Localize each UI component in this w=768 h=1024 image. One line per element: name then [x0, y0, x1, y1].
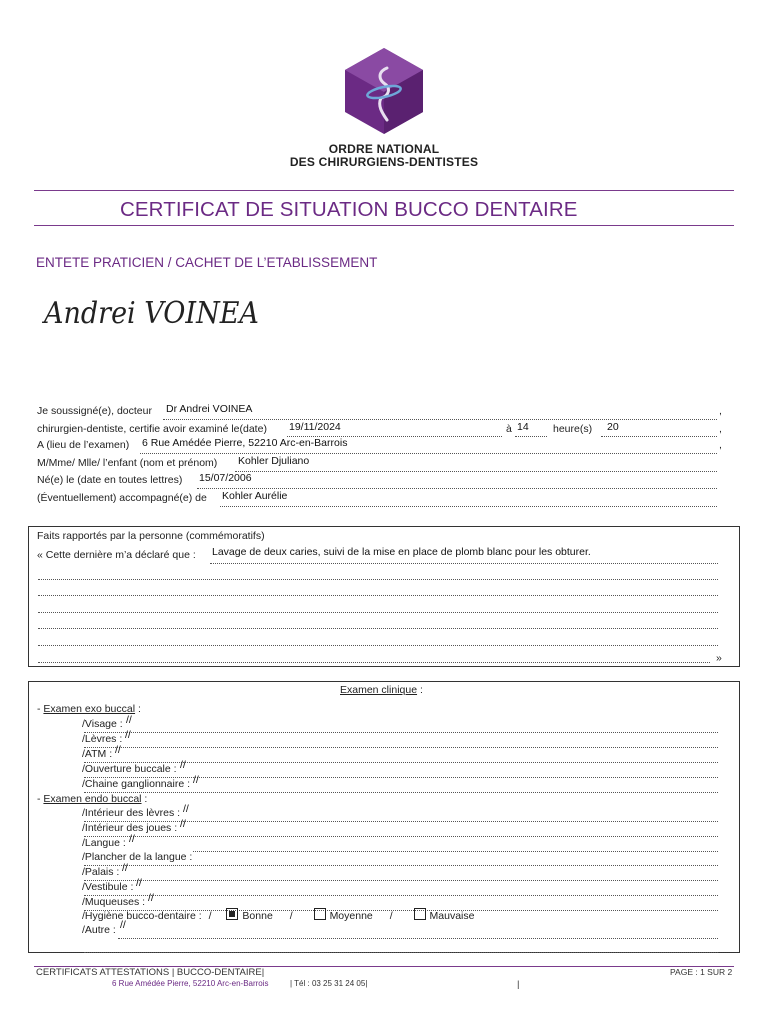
birth-line — [37, 474, 182, 488]
exo-item-dots — [84, 736, 718, 748]
logo-line-2: DES CHIRURGIENS-DENTISTES — [289, 155, 479, 169]
date-line — [37, 423, 267, 437]
hygiene-mauvaise-label: Mauvaise — [429, 910, 475, 922]
endo-item-value: // — [180, 817, 186, 830]
endo-item-label: /Intérieur des lèvres : — [82, 807, 181, 819]
facts-close-quote: » — [716, 652, 722, 664]
doctor-value: Dr Andrei VOINEA — [166, 403, 253, 415]
endo-item-value: // — [148, 891, 154, 904]
endo-item-label: /Langue : — [82, 836, 126, 849]
exo-item-label: /Visage : — [82, 718, 123, 730]
exo-prefix: - — [37, 703, 44, 715]
exo-item-label: /ATM : — [82, 748, 113, 760]
companion-dots — [220, 495, 717, 507]
birth-label: Né(e) le (date en toutes lettres) — [37, 474, 183, 486]
endo-item-label: /Intérieur des joues : — [82, 821, 178, 834]
hygiene-moyenne-label: Moyenne — [329, 910, 373, 922]
patient-line — [37, 457, 217, 471]
hygiene-separator-3: / — [389, 910, 393, 922]
hygiene-mauvaise-checkbox[interactable] — [414, 908, 426, 920]
hygiene-moyenne-checkbox[interactable] — [314, 908, 326, 920]
date-value: 19/11/2024 — [289, 421, 341, 433]
footer-left: CERTIFICATS ATTESTATIONS | BUCCO-DENTAIRE| — [36, 967, 265, 978]
document-title: CERTIFICAT DE SITUATION BUCCO DENTAIRE — [120, 198, 578, 221]
other-dots-2 — [84, 941, 718, 953]
facts-quote-value: Lavage de deux caries, suivi de la mise en place de plomb blanc pour les obturer. — [212, 546, 591, 558]
date-label: chirurgien-dentiste, certifie avoir examiné le(date) — [37, 423, 267, 435]
logo-line-1: ORDRE NATIONAL — [328, 142, 440, 156]
place-value: 6 Rue Amédée Pierre, 52210 Arc-en-Barrois — [142, 437, 348, 449]
hygiene-separator-2: / — [289, 910, 293, 922]
endo-item-dots — [84, 869, 718, 881]
exo-label: Examen exo buccal — [43, 703, 136, 715]
hygiene-separator-1: / — [208, 910, 212, 922]
hygiene-bonne-label: Bonne — [242, 910, 273, 922]
facts-dots-5 — [38, 617, 718, 629]
hours-label: heure(s) — [553, 423, 593, 435]
endo-prefix: - — [37, 793, 44, 805]
other-label: /Autre : — [82, 924, 116, 936]
patient-label: M/Mme/ Mlle/ l’enfant (nom et prénom) — [37, 457, 218, 469]
exo-item-label: /Chaine ganglionnaire : — [82, 778, 190, 790]
endo-colon: : — [144, 793, 148, 805]
endo-item-dots — [84, 884, 718, 896]
endo-item-value: // — [122, 862, 128, 875]
footer-address: 6 Rue Amédée Pierre, 52210 Arc-en-Barrois — [112, 979, 269, 988]
companion-value: Kohler Aurélie — [222, 490, 288, 502]
date-comma: , — [719, 423, 722, 435]
at-label: à — [506, 423, 512, 435]
other-dots — [118, 927, 718, 939]
exo-item-value: // — [180, 759, 186, 771]
facts-heading: Faits rapportés par la personne (commémoratifs) — [37, 530, 265, 542]
companion-label: (Éventuellement) accompagné(e) de — [37, 492, 207, 504]
minute-value: 20 — [607, 421, 619, 433]
exo-item-value: // — [125, 729, 131, 741]
place-line — [37, 439, 129, 453]
exo-item-label: /Lèvres : — [82, 733, 123, 745]
hygiene-row — [82, 908, 474, 922]
patient-value: Kohler Djuliano — [238, 455, 310, 467]
facts-dots-6 — [38, 634, 718, 646]
title-rule-top — [34, 190, 734, 191]
exo-item-value: // — [126, 714, 132, 726]
endo-item-value: // — [183, 803, 189, 815]
endo-item-label: /Muqueuses : — [82, 895, 146, 908]
facts-quote-label: « Cette dernière m’a déclaré que : — [37, 549, 196, 561]
facts-dots-7 — [38, 651, 710, 663]
hour-value: 14 — [517, 421, 529, 433]
endo-label: Examen endo buccal — [43, 793, 142, 805]
endo-item-value: // — [136, 877, 142, 889]
facts-dots-3 — [38, 584, 718, 596]
hygiene-bonne-checkbox[interactable] — [226, 908, 238, 920]
footer-page: PAGE : 1 SUR 2 — [670, 967, 733, 977]
other-value: // — [120, 919, 126, 931]
birth-dots — [197, 477, 717, 489]
exo-item-label: /Ouverture buccale : — [82, 763, 177, 775]
endo-item-label: /Plancher de la langue : — [82, 851, 193, 864]
exo-item-dots — [84, 721, 718, 733]
practitioner-signature: Andrei VOINEA — [44, 296, 259, 331]
practitioner-heading: ENTETE PRATICIEN / CACHET DE L’ETABLISSEMENT — [36, 255, 378, 270]
endo-item-label: /Palais : — [82, 866, 120, 879]
exo-item-value: // — [115, 744, 121, 756]
endo-heading — [37, 793, 147, 805]
exo-item-value: // — [193, 774, 199, 786]
exam-title-wrap — [340, 684, 423, 696]
doctor-comma: , — [719, 405, 722, 417]
place-comma: , — [719, 439, 722, 451]
companion-line — [37, 492, 207, 506]
facts-dots-2 — [38, 568, 718, 580]
endo-item-value: // — [129, 832, 135, 845]
footer-bar: | — [517, 979, 520, 990]
birth-value: 15/07/2006 — [199, 472, 252, 484]
endo-item-dots — [84, 840, 718, 852]
place-label: A (lieu de l’examen) — [37, 439, 130, 451]
doctor-label: Je soussigné(e), docteur — [37, 405, 152, 417]
title-rule-bottom — [34, 225, 734, 226]
exam-title: Examen clinique — [340, 684, 418, 696]
exo-colon: : — [137, 703, 141, 715]
exam-title-colon: : — [419, 684, 423, 696]
logo-hexagon-icon — [343, 46, 425, 136]
endo-item-label: /Vestibule : — [82, 881, 134, 893]
footer-tel: | Tél : 03 25 31 24 05| — [290, 979, 368, 988]
facts-dots-4 — [38, 601, 718, 613]
hygiene-label: /Hygiène bucco-dentaire : — [82, 910, 202, 922]
